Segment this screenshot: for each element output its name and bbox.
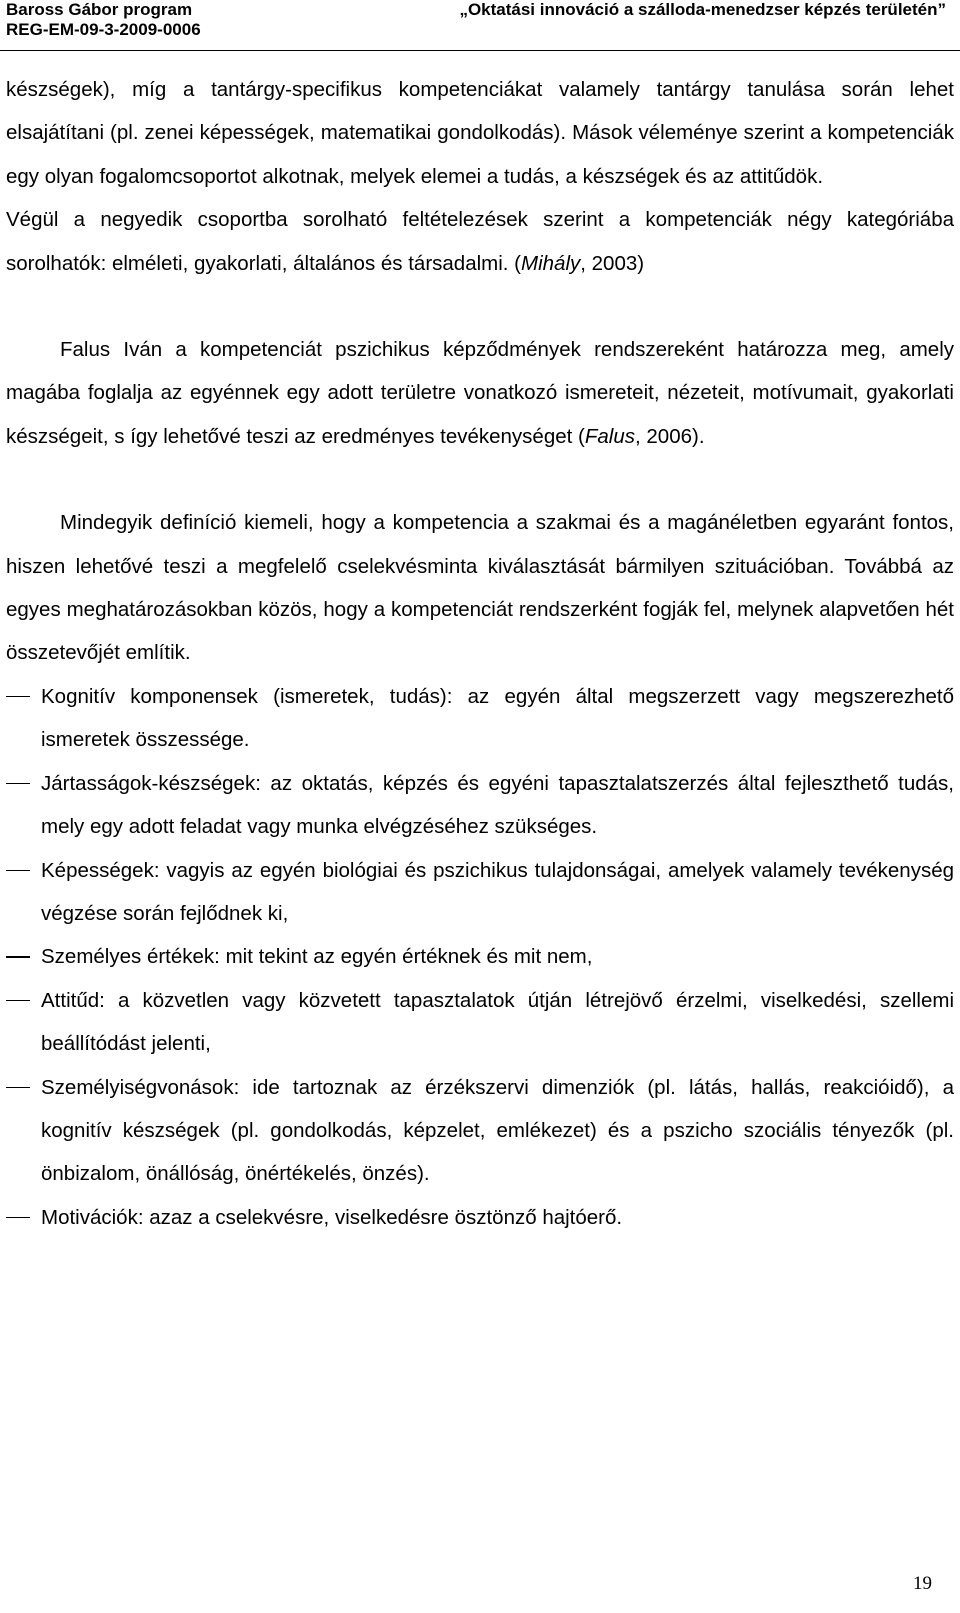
list-item: [6, 935, 954, 978]
dash-bullet-icon: [6, 696, 30, 698]
paragraph-3: [6, 328, 954, 458]
list-item-text: Képességek: vagyis az egyén biológiai és pszichikus tulajdonságai, amelyek valamely tevékenység végzése során fejlődnek ki,: [41, 858, 954, 925]
list-item-text: Motivációk: azaz a cselekvésre, viselkedésre ösztönző hajtóerő.: [41, 1205, 623, 1229]
list-item-text: Kognitív komponensek (ismeretek, tudás): az egyén által megszerzett vagy megszerezhető ismeretek összessége.: [41, 684, 954, 752]
list-item: [6, 762, 954, 849]
citation-author-mihaly: Mihály: [521, 251, 581, 275]
component-list: [6, 675, 954, 1239]
dash-bullet-icon: [6, 783, 30, 785]
paragraph-gap: [6, 285, 954, 328]
page-number: 19: [913, 1573, 932, 1594]
paragraph-4: Mindegyik definíció kiemeli, hogy a kompetencia a szakmai és a magánéletben egyaránt fontos, hiszen lehetővé teszi a megfelelő cselekvésminta kiválasztását bármilyen szituációban. Továbbá az egyes meghatározásokban közös, hogy a kompetenciát rendszerként fogják fel, melynek alapvetően hét összetevőjét említik.: [6, 511, 954, 665]
paragraph-1: készségek), míg a tantárgy-specifikus kompetenciákat valamely tantárgy tanulása során lehet elsajátítani (pl. zenei képességek, matematikai gondolkodás). Mások véleménye szerint a kompetenciák egy olyan fogalomcsoportot alkotnak, melyek elemei a tudás, a készségek és az attitűdök.: [6, 78, 954, 188]
list-item-text: Attitűd: a közvetlen vagy közvetett tapasztalatok útján létrejövő érzelmi, viselkedési, szellemi beállítódást jelenti,: [41, 988, 954, 1056]
list-item-text: Személyiségvonások: ide tartoznak az érzékszervi dimenziók (pl. látás, hallás, reakcióidő), a kognitív készségek (pl. gondolkodás, képzelet, emlékezet) és a pszicho szociális tényezők (pl. önbizalom, önállóság, önértékelés, önzés).: [41, 1075, 954, 1186]
citation-author-falus: Falus: [584, 424, 635, 448]
dash-bullet-icon: [6, 1000, 30, 1002]
list-item: [6, 979, 954, 1066]
dash-bullet-icon: [6, 956, 30, 958]
header-row-bottom: [0, 20, 960, 40]
list-item: [6, 675, 954, 762]
citation-year-2003: , 2003): [580, 251, 645, 275]
paragraph-2-text: Végül a negyedik csoportba sorolható feltételezések szerint a kompetenciák négy kategóriába sorolhatók: elméleti, gyakorlati, általános és társadalmi. (: [6, 208, 954, 275]
paragraph-2: [6, 198, 954, 285]
header-project-code: REG-EM-09-3-2009-0006: [6, 20, 201, 39]
header-project-title: „Oktatási innováció a szálloda-menedzser képzés területén”: [459, 0, 946, 19]
list-item-text: Jártasságok-készségek: az oktatás, képzés és egyéni tapasztalatszerzés által fejleszthető tudás, mely egy adott feladat vagy munka elvégzéséhez szükséges.: [41, 771, 954, 839]
paragraph-3-text: Falus Iván a kompetenciát pszichikus képződmények rendszereként határozza meg, amely magába foglalja az egyénnek egy adott területre vonatkozó ismereteit, nézeteit, motívumait, gyakorlati készségeit, s így lehetővé teszi az eredményes tevékenységet (: [6, 338, 954, 448]
list-item-text: Személyes értékek: mit tekint az egyén értéknek és mit nem,: [41, 945, 593, 969]
document-body: [6, 68, 954, 1239]
citation-year-2006: , 2006).: [635, 424, 705, 448]
list-item: [6, 1196, 954, 1239]
paragraph-gap: [6, 458, 954, 501]
header-row-top: [0, 0, 960, 20]
dash-bullet-icon: [6, 1087, 30, 1089]
page-header: [0, 0, 960, 51]
list-item: [6, 849, 954, 936]
dash-bullet-icon: [6, 870, 30, 872]
list-item: [6, 1066, 954, 1196]
dash-bullet-icon: [6, 1217, 30, 1219]
header-program: Baross Gábor program: [6, 0, 193, 19]
